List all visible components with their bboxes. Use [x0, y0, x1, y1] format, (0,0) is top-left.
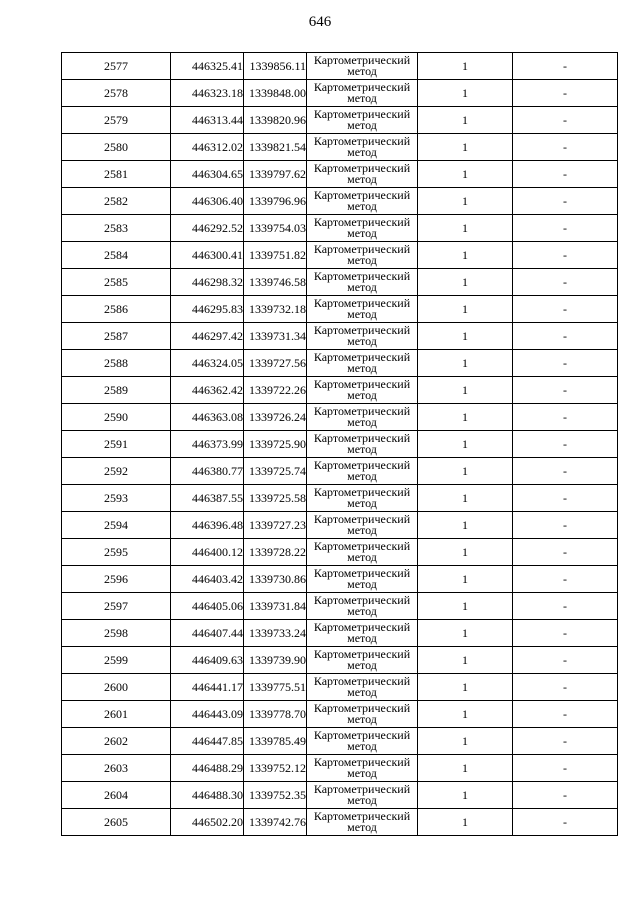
accuracy-cell: 1 — [418, 350, 513, 377]
x-coordinate-cell: 446400.12 — [171, 539, 244, 566]
accuracy-cell: 1 — [418, 728, 513, 755]
method-cell — [307, 53, 418, 80]
method-cell — [307, 242, 418, 269]
method-line-1: Картометрический — [313, 350, 411, 364]
note-cell: - — [513, 755, 618, 782]
y-coordinate-cell: 1339821.54 — [244, 134, 307, 161]
table-row — [62, 485, 618, 512]
method-line-1: Картометрический — [313, 593, 411, 607]
method-cell — [307, 458, 418, 485]
method-line-2: метод — [347, 118, 377, 132]
table-row — [62, 404, 618, 431]
x-coordinate-cell: 446488.30 — [171, 782, 244, 809]
method-line-2: метод — [347, 712, 377, 726]
accuracy-cell: 1 — [418, 485, 513, 512]
method-cell — [307, 485, 418, 512]
method-line-1: Картометрический — [313, 53, 411, 67]
method-line-1: Картометрический — [313, 269, 411, 283]
method-line-2: метод — [347, 145, 377, 159]
accuracy-cell: 1 — [418, 782, 513, 809]
table-row — [62, 728, 618, 755]
table-row — [62, 620, 618, 647]
method-line-1: Картометрический — [313, 512, 411, 526]
method-cell — [307, 377, 418, 404]
x-coordinate-cell: 446502.20 — [171, 809, 244, 836]
point-number-cell: 2600 — [62, 674, 171, 701]
y-coordinate-cell: 1339754.03 — [244, 215, 307, 242]
x-coordinate-cell: 446443.09 — [171, 701, 244, 728]
note-cell: - — [513, 80, 618, 107]
method-cell — [307, 404, 418, 431]
point-number-cell: 2594 — [62, 512, 171, 539]
x-coordinate-cell: 446362.42 — [171, 377, 244, 404]
y-coordinate-cell: 1339732.18 — [244, 296, 307, 323]
accuracy-cell: 1 — [418, 188, 513, 215]
method-line-1: Картометрический — [313, 242, 411, 256]
page-number: 646 — [308, 14, 332, 30]
y-coordinate-cell: 1339733.24 — [244, 620, 307, 647]
table-row — [62, 458, 618, 485]
y-coordinate-cell: 1339725.90 — [244, 431, 307, 458]
note-cell: - — [513, 188, 618, 215]
method-line-1: Картометрический — [313, 809, 411, 823]
method-line-1: Картометрический — [313, 107, 411, 121]
method-cell — [307, 431, 418, 458]
point-number-cell: 2599 — [62, 647, 171, 674]
point-number-cell: 2583 — [62, 215, 171, 242]
x-coordinate-cell: 446373.99 — [171, 431, 244, 458]
method-line-1: Картометрический — [313, 539, 411, 553]
point-number-cell: 2596 — [62, 566, 171, 593]
method-line-2: метод — [347, 766, 377, 780]
table-row — [62, 701, 618, 728]
note-cell: - — [513, 215, 618, 242]
note-cell: - — [513, 161, 618, 188]
note-cell: - — [513, 323, 618, 350]
note-cell: - — [513, 485, 618, 512]
y-coordinate-cell: 1339725.58 — [244, 485, 307, 512]
table-row — [62, 53, 618, 80]
point-number-cell: 2605 — [62, 809, 171, 836]
table-row — [62, 377, 618, 404]
y-coordinate-cell: 1339797.62 — [244, 161, 307, 188]
x-coordinate-cell: 446488.29 — [171, 755, 244, 782]
point-number-cell: 2582 — [62, 188, 171, 215]
point-number-cell: 2592 — [62, 458, 171, 485]
x-coordinate-cell: 446387.55 — [171, 485, 244, 512]
x-coordinate-cell: 446407.44 — [171, 620, 244, 647]
point-number-cell: 2579 — [62, 107, 171, 134]
note-cell: - — [513, 566, 618, 593]
method-cell — [307, 674, 418, 701]
point-number-cell: 2589 — [62, 377, 171, 404]
method-line-1: Картометрический — [313, 431, 411, 445]
point-number-cell: 2581 — [62, 161, 171, 188]
table-row — [62, 107, 618, 134]
table-row — [62, 809, 618, 836]
note-cell: - — [513, 512, 618, 539]
y-coordinate-cell: 1339785.49 — [244, 728, 307, 755]
note-cell: - — [513, 674, 618, 701]
table-row — [62, 431, 618, 458]
method-line-2: метод — [347, 361, 377, 375]
table-row — [62, 134, 618, 161]
method-line-1: Картометрический — [313, 188, 411, 202]
method-cell — [307, 215, 418, 242]
point-number-cell: 2601 — [62, 701, 171, 728]
method-line-2: метод — [347, 631, 377, 645]
note-cell: - — [513, 728, 618, 755]
method-line-2: метод — [347, 64, 377, 78]
accuracy-cell: 1 — [418, 215, 513, 242]
note-cell: - — [513, 107, 618, 134]
accuracy-cell: 1 — [418, 134, 513, 161]
method-cell — [307, 755, 418, 782]
x-coordinate-cell: 446304.65 — [171, 161, 244, 188]
x-coordinate-cell: 446447.85 — [171, 728, 244, 755]
method-line-2: метод — [347, 226, 377, 240]
method-line-2: метод — [347, 793, 377, 807]
method-line-1: Картометрический — [313, 80, 411, 94]
x-coordinate-cell: 446312.02 — [171, 134, 244, 161]
y-coordinate-cell: 1339727.56 — [244, 350, 307, 377]
accuracy-cell: 1 — [418, 80, 513, 107]
table-row — [62, 593, 618, 620]
method-line-1: Картометрический — [313, 377, 411, 391]
accuracy-cell: 1 — [418, 647, 513, 674]
point-number-cell: 2595 — [62, 539, 171, 566]
point-number-cell: 2597 — [62, 593, 171, 620]
x-coordinate-cell: 446409.63 — [171, 647, 244, 674]
method-cell — [307, 539, 418, 566]
method-line-1: Картометрический — [313, 755, 411, 769]
method-line-2: метод — [347, 307, 377, 321]
method-cell — [307, 701, 418, 728]
method-cell — [307, 134, 418, 161]
method-line-1: Картометрический — [313, 566, 411, 580]
y-coordinate-cell: 1339746.58 — [244, 269, 307, 296]
note-cell: - — [513, 539, 618, 566]
accuracy-cell: 1 — [418, 512, 513, 539]
coordinates-table-body — [62, 53, 618, 836]
accuracy-cell: 1 — [418, 755, 513, 782]
accuracy-cell: 1 — [418, 674, 513, 701]
table-row — [62, 350, 618, 377]
table-row — [62, 242, 618, 269]
method-line-2: метод — [347, 280, 377, 294]
y-coordinate-cell: 1339727.23 — [244, 512, 307, 539]
table-row — [62, 161, 618, 188]
table-row — [62, 80, 618, 107]
method-cell — [307, 647, 418, 674]
point-number-cell: 2598 — [62, 620, 171, 647]
note-cell: - — [513, 134, 618, 161]
y-coordinate-cell: 1339726.24 — [244, 404, 307, 431]
table-row — [62, 269, 618, 296]
x-coordinate-cell: 446306.40 — [171, 188, 244, 215]
x-coordinate-cell: 446324.05 — [171, 350, 244, 377]
method-line-2: метод — [347, 523, 377, 537]
method-line-1: Картометрический — [313, 674, 411, 688]
method-line-2: метод — [347, 739, 377, 753]
method-line-2: метод — [347, 820, 377, 834]
note-cell: - — [513, 782, 618, 809]
x-coordinate-cell: 446363.08 — [171, 404, 244, 431]
method-cell — [307, 512, 418, 539]
note-cell: - — [513, 242, 618, 269]
y-coordinate-cell: 1339731.34 — [244, 323, 307, 350]
accuracy-cell: 1 — [418, 161, 513, 188]
note-cell: - — [513, 53, 618, 80]
note-cell: - — [513, 377, 618, 404]
method-line-2: метод — [347, 199, 377, 213]
method-line-1: Картометрический — [313, 701, 411, 715]
note-cell: - — [513, 620, 618, 647]
method-line-2: метод — [347, 388, 377, 402]
method-line-2: метод — [347, 577, 377, 591]
method-line-1: Картометрический — [313, 728, 411, 742]
note-cell: - — [513, 809, 618, 836]
y-coordinate-cell: 1339775.51 — [244, 674, 307, 701]
method-cell — [307, 161, 418, 188]
y-coordinate-cell: 1339856.11 — [244, 53, 307, 80]
method-line-2: метод — [347, 442, 377, 456]
point-number-cell: 2587 — [62, 323, 171, 350]
method-cell — [307, 80, 418, 107]
note-cell: - — [513, 647, 618, 674]
method-cell — [307, 350, 418, 377]
method-line-1: Картометрический — [313, 323, 411, 337]
method-line-1: Картометрический — [313, 620, 411, 634]
method-line-1: Картометрический — [313, 215, 411, 229]
accuracy-cell: 1 — [418, 620, 513, 647]
y-coordinate-cell: 1339725.74 — [244, 458, 307, 485]
method-line-2: метод — [347, 334, 377, 348]
x-coordinate-cell: 446313.44 — [171, 107, 244, 134]
accuracy-cell: 1 — [418, 431, 513, 458]
table-row — [62, 296, 618, 323]
method-line-2: метод — [347, 415, 377, 429]
y-coordinate-cell: 1339742.76 — [244, 809, 307, 836]
coordinates-table — [61, 52, 618, 836]
y-coordinate-cell: 1339796.96 — [244, 188, 307, 215]
method-cell — [307, 107, 418, 134]
note-cell: - — [513, 269, 618, 296]
point-number-cell: 2593 — [62, 485, 171, 512]
method-line-1: Картометрический — [313, 647, 411, 661]
table-row — [62, 512, 618, 539]
y-coordinate-cell: 1339752.12 — [244, 755, 307, 782]
table-row — [62, 566, 618, 593]
method-cell — [307, 269, 418, 296]
y-coordinate-cell: 1339778.70 — [244, 701, 307, 728]
accuracy-cell: 1 — [418, 242, 513, 269]
x-coordinate-cell: 446403.42 — [171, 566, 244, 593]
y-coordinate-cell: 1339728.22 — [244, 539, 307, 566]
y-coordinate-cell: 1339751.82 — [244, 242, 307, 269]
accuracy-cell: 1 — [418, 53, 513, 80]
table-row — [62, 188, 618, 215]
y-coordinate-cell: 1339731.84 — [244, 593, 307, 620]
table-row — [62, 782, 618, 809]
accuracy-cell: 1 — [418, 593, 513, 620]
note-cell: - — [513, 701, 618, 728]
y-coordinate-cell: 1339739.90 — [244, 647, 307, 674]
method-line-1: Картометрический — [313, 782, 411, 796]
method-line-2: метод — [347, 658, 377, 672]
method-cell — [307, 782, 418, 809]
method-line-2: метод — [347, 469, 377, 483]
x-coordinate-cell: 446297.42 — [171, 323, 244, 350]
method-cell — [307, 296, 418, 323]
method-line-1: Картометрический — [313, 296, 411, 310]
method-line-1: Картометрический — [313, 161, 411, 175]
method-line-1: Картометрический — [313, 458, 411, 472]
method-line-2: метод — [347, 253, 377, 267]
x-coordinate-cell: 446295.83 — [171, 296, 244, 323]
accuracy-cell: 1 — [418, 458, 513, 485]
x-coordinate-cell: 446325.41 — [171, 53, 244, 80]
method-line-2: метод — [347, 604, 377, 618]
accuracy-cell: 1 — [418, 269, 513, 296]
x-coordinate-cell: 446323.18 — [171, 80, 244, 107]
y-coordinate-cell: 1339752.35 — [244, 782, 307, 809]
table-row — [62, 755, 618, 782]
accuracy-cell: 1 — [418, 404, 513, 431]
note-cell: - — [513, 458, 618, 485]
note-cell: - — [513, 350, 618, 377]
y-coordinate-cell: 1339722.26 — [244, 377, 307, 404]
accuracy-cell: 1 — [418, 107, 513, 134]
point-number-cell: 2580 — [62, 134, 171, 161]
method-line-2: метод — [347, 91, 377, 105]
point-number-cell: 2603 — [62, 755, 171, 782]
method-line-2: метод — [347, 496, 377, 510]
point-number-cell: 2604 — [62, 782, 171, 809]
method-line-2: метод — [347, 172, 377, 186]
point-number-cell: 2591 — [62, 431, 171, 458]
method-line-1: Картометрический — [313, 134, 411, 148]
table-row — [62, 647, 618, 674]
method-line-1: Картометрический — [313, 485, 411, 499]
note-cell: - — [513, 593, 618, 620]
point-number-cell: 2602 — [62, 728, 171, 755]
method-cell — [307, 593, 418, 620]
accuracy-cell: 1 — [418, 701, 513, 728]
point-number-cell: 2585 — [62, 269, 171, 296]
accuracy-cell: 1 — [418, 566, 513, 593]
point-number-cell: 2584 — [62, 242, 171, 269]
accuracy-cell: 1 — [418, 809, 513, 836]
method-cell — [307, 323, 418, 350]
y-coordinate-cell: 1339820.96 — [244, 107, 307, 134]
x-coordinate-cell: 446396.48 — [171, 512, 244, 539]
method-line-1: Картометрический — [313, 404, 411, 418]
point-number-cell: 2590 — [62, 404, 171, 431]
accuracy-cell: 1 — [418, 323, 513, 350]
method-line-2: метод — [347, 685, 377, 699]
x-coordinate-cell: 446380.77 — [171, 458, 244, 485]
y-coordinate-cell: 1339848.00 — [244, 80, 307, 107]
note-cell: - — [513, 296, 618, 323]
table-row — [62, 539, 618, 566]
method-cell — [307, 809, 418, 836]
method-cell — [307, 728, 418, 755]
table-row — [62, 674, 618, 701]
point-number-cell: 2586 — [62, 296, 171, 323]
method-cell — [307, 620, 418, 647]
x-coordinate-cell: 446300.41 — [171, 242, 244, 269]
x-coordinate-cell: 446298.32 — [171, 269, 244, 296]
method-cell — [307, 188, 418, 215]
x-coordinate-cell: 446292.52 — [171, 215, 244, 242]
accuracy-cell: 1 — [418, 296, 513, 323]
point-number-cell: 2588 — [62, 350, 171, 377]
point-number-cell: 2578 — [62, 80, 171, 107]
accuracy-cell: 1 — [418, 539, 513, 566]
note-cell: - — [513, 431, 618, 458]
y-coordinate-cell: 1339730.86 — [244, 566, 307, 593]
method-line-2: метод — [347, 550, 377, 564]
x-coordinate-cell: 446441.17 — [171, 674, 244, 701]
point-number-cell: 2577 — [62, 53, 171, 80]
method-cell — [307, 566, 418, 593]
x-coordinate-cell: 446405.06 — [171, 593, 244, 620]
table-row — [62, 323, 618, 350]
note-cell: - — [513, 404, 618, 431]
accuracy-cell: 1 — [418, 377, 513, 404]
table-row — [62, 215, 618, 242]
